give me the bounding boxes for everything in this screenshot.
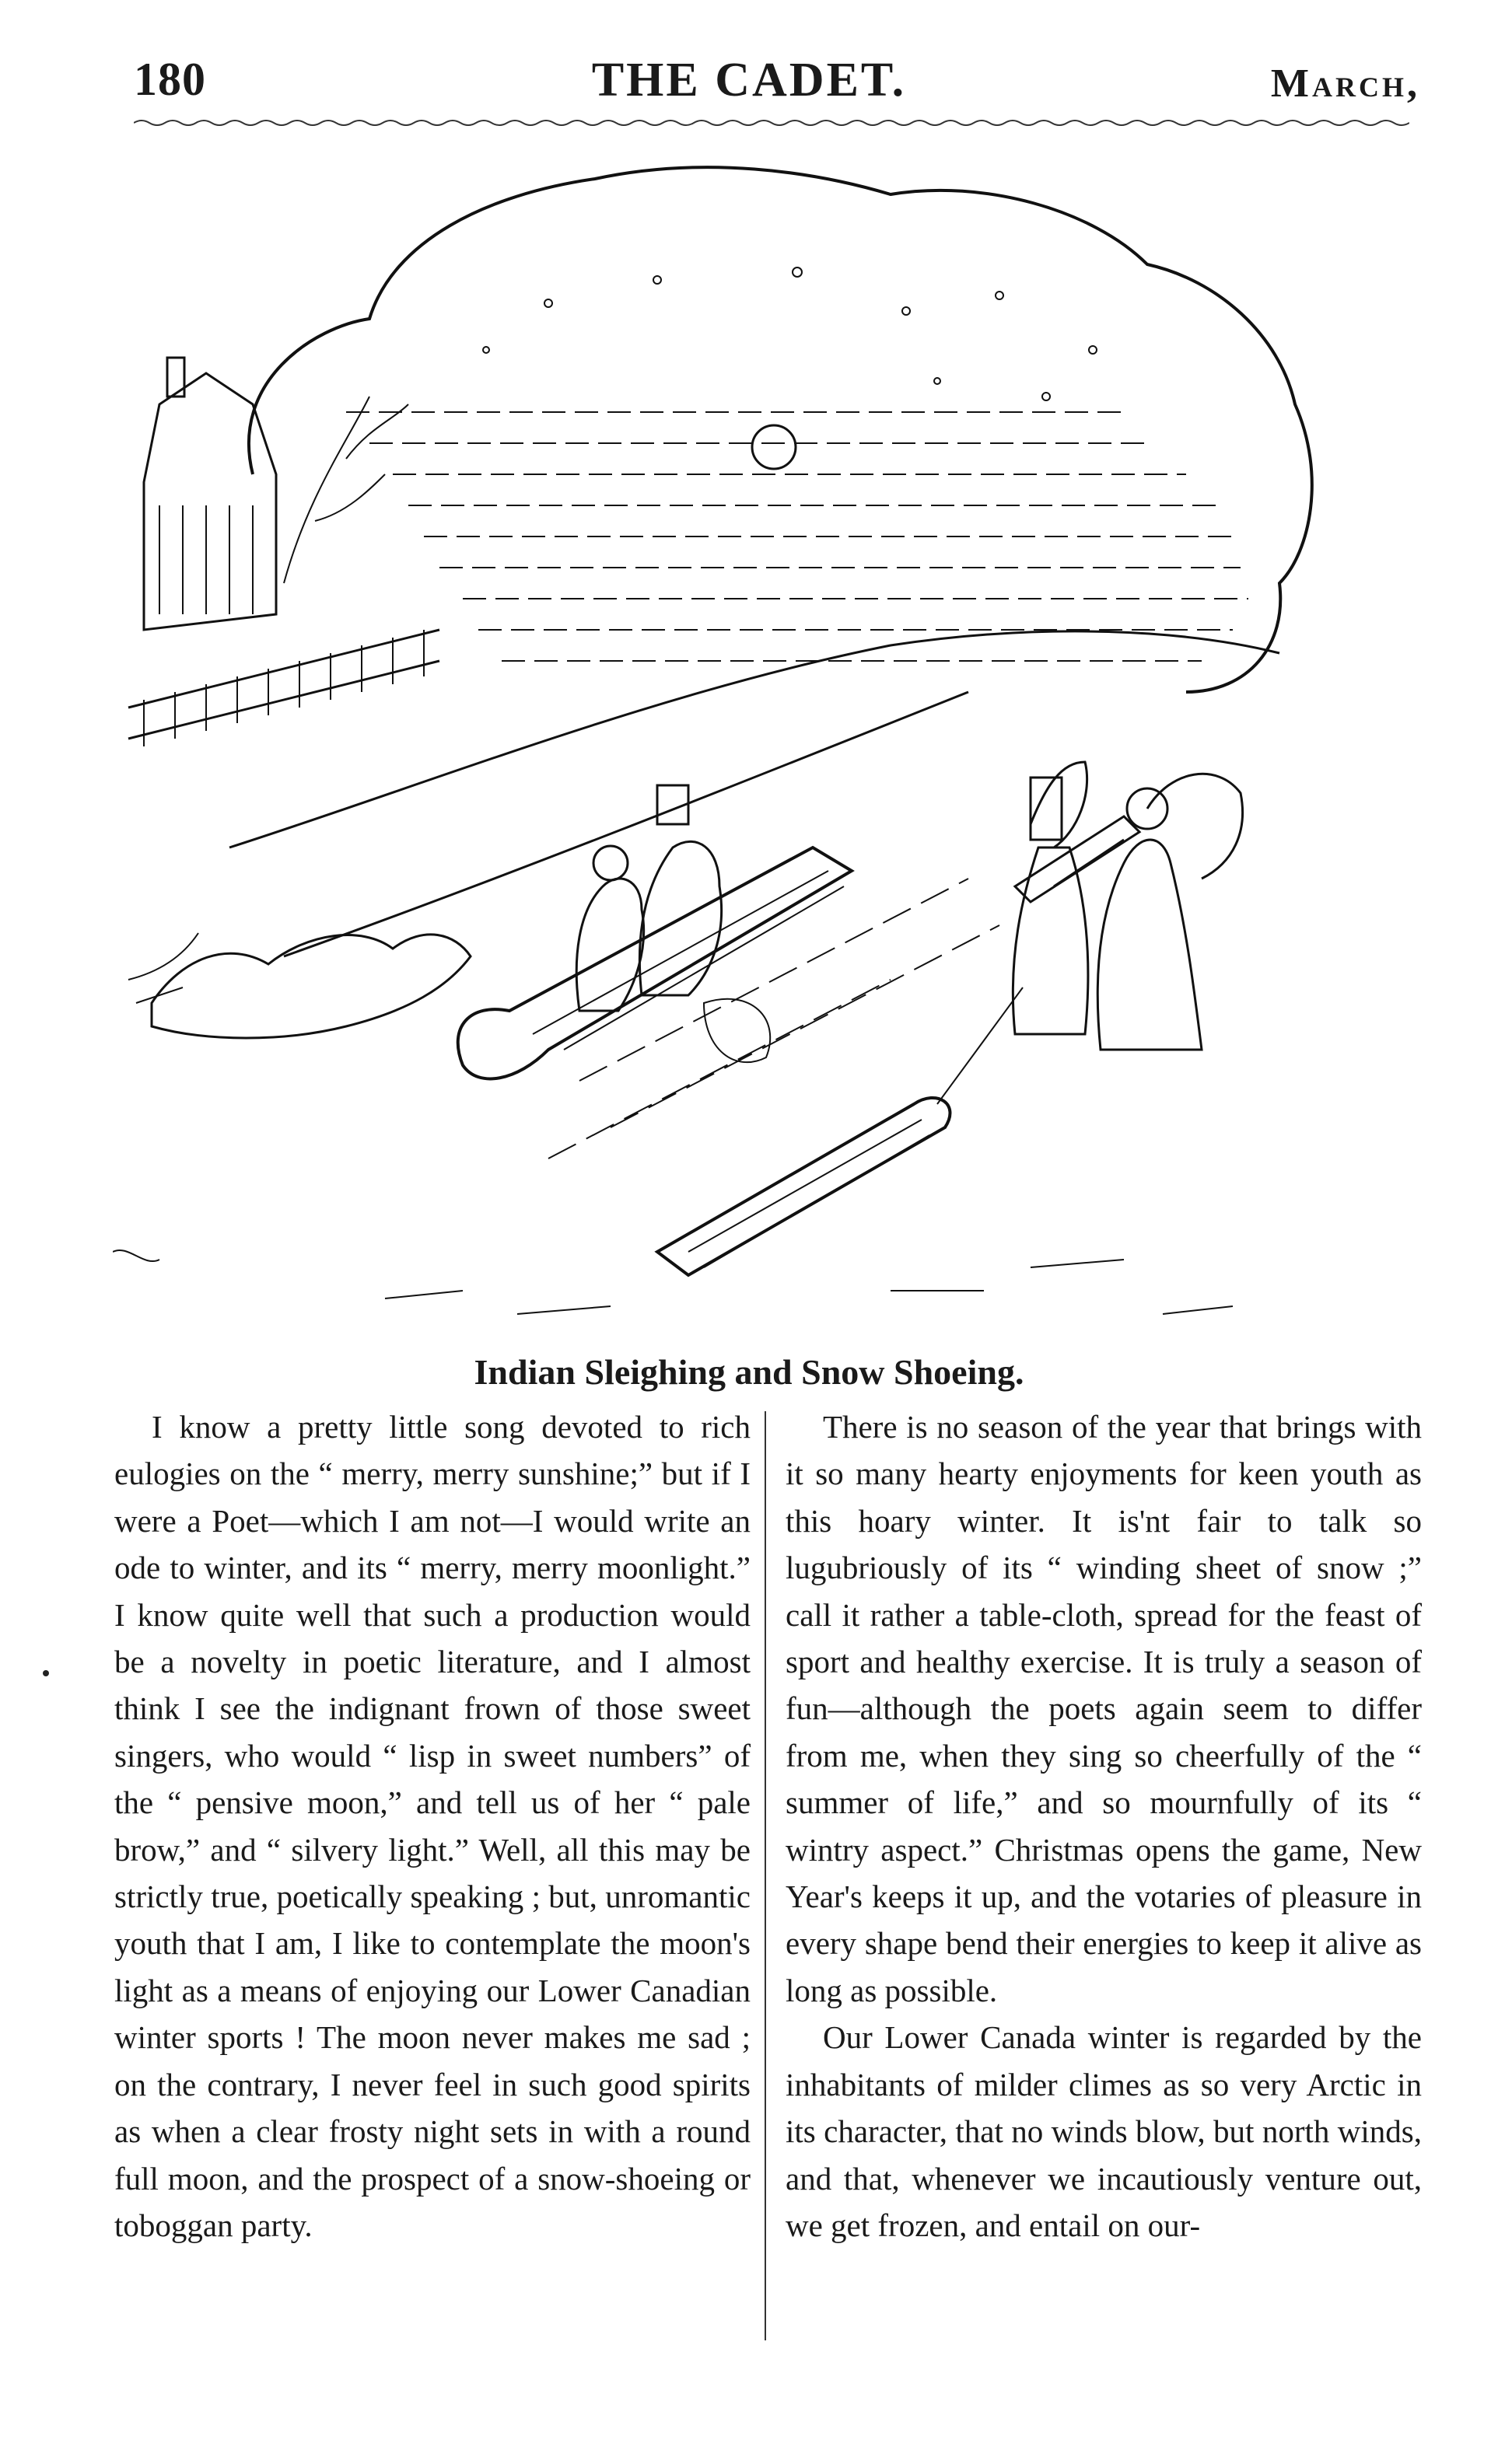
road [229,631,1279,956]
bushes [152,935,471,1038]
right-paragraph-1: There is no season of the year that brings with it so many hearty enjoyments for keen youth as this hoary winter. It is'nt fair to talk so lugubriously of its “ winding sheet of snow ;” call it rather a table-cloth, spread for the feast of sport and healthy exercise. It is truly a season of fun—although the poets again seem to differ from me, when they sing so cheerfully of the “ summer of life,” and so mournfully of its “ wintry aspect.” Christmas opens the game, New Year's keeps it up, and the votaries of pleasure in every shape bend their energies to keep it alive as long as possible. [786,1409,1422,2008]
sky-outline [249,167,1312,692]
winter-sleighing-engraving [113,148,1412,1361]
right-column [786,1403,1422,2249]
house [144,373,276,630]
header-rule [134,117,1409,131]
page-number: 180 [134,54,206,105]
toboggan-with-riders [458,848,852,1078]
moon-icon [752,425,796,469]
right-paragraph-2: Our Lower Canada winter is regarded by the inhabitants of milder climes as so very Arctic in its character, that no winds blow, but north winds, and that, whenever we incautiously venture out, we get frozen, and entail on our- [786,2019,1422,2243]
left-paragraph-1: I know a pretty little song devoted to rich eulogies on the “ merry, merry sunshine;” but if I were a Poet—which I am not—I would write an ode to winter, and its “ merry, merry moonlight.” I know quite well that such a production would be a novelty in poetic literature, and I almost think I see the indignant frown of those sweet singers, who would “ lisp in sweet numbers” of the “ pensive moon,” and tell us of her “ pale brow,” and “ silvery light.” Well, all this may be strictly true, poetically speaking ; but, unromantic youth that I am, I like to contemplate the moon's light as a means of enjoying our Lower Canadian winter sports ! The moon never makes me sad ; on the contrary, I never feel in such good spirits as when a clear frosty night sets in with a round full moon, and the prospect of a snow-shoeing or toboggan party. [114,1409,751,2243]
left-column [114,1403,751,2249]
illustration-caption: Indian Sleighing and Snow Shoeing. [474,1352,1024,1392]
ink-speck [43,1670,49,1676]
column-divider [765,1411,766,2340]
running-month: March, [1270,61,1420,106]
running-title: THE CADET. [591,54,907,107]
snowshoer-woman [1097,840,1202,1050]
snowshoer-man [1013,848,1088,1034]
